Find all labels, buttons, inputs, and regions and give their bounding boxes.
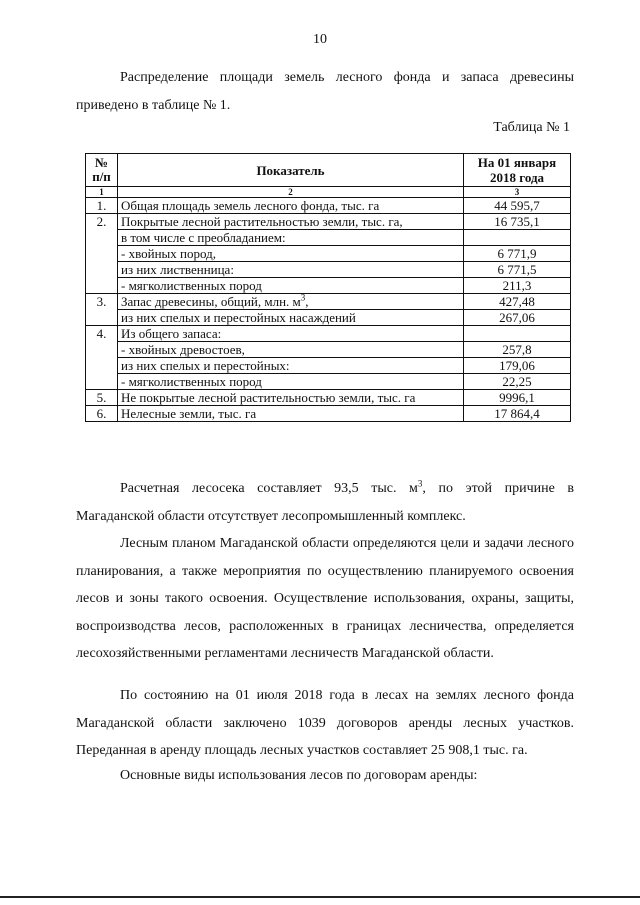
table-body — [86, 198, 571, 422]
kinds-text: Основные виды использования лесов по договорам аренды: — [120, 768, 478, 783]
row-label-text: Запас древесины, общий, млн. м — [121, 294, 301, 309]
row-label-text: в том числе с преобладанием: — [121, 230, 286, 245]
table-row — [86, 278, 571, 294]
row-value: 267,06 — [464, 310, 571, 326]
row-number — [86, 246, 118, 262]
felling-text-start: Расчетная лесосека составляет 93,5 тыс. м — [120, 481, 418, 496]
intro-text: Распределение площади земель лесного фонда и запаса древесины приведено в таблице № 1. — [76, 70, 574, 113]
table-row — [86, 230, 571, 246]
table-row — [86, 214, 571, 230]
row-value: 6 771,9 — [464, 246, 571, 262]
table-row — [86, 262, 571, 278]
row-label-tail: , — [305, 294, 309, 309]
row-label — [118, 358, 464, 374]
table-row — [86, 246, 571, 262]
row-label-sup: 3 — [300, 292, 306, 303]
contracts-paragraph — [76, 682, 574, 765]
row-label — [118, 406, 464, 422]
row-number — [86, 230, 118, 246]
row-value: 16 735,1 — [464, 214, 571, 230]
row-value: 427,48 — [464, 294, 571, 310]
row-number: 5. — [86, 390, 118, 406]
row-value: 179,06 — [464, 358, 571, 374]
row-label — [118, 326, 464, 342]
row-label-text: Общая площадь земель лесного фонда, тыс. га — [121, 198, 380, 213]
header-indicator: Показатель — [118, 154, 464, 187]
row-label — [118, 278, 464, 294]
row-value: 6 771,5 — [464, 262, 571, 278]
felling-text-sup: 3 — [417, 478, 423, 489]
row-number: 6. — [86, 406, 118, 422]
table-index-row — [86, 187, 571, 198]
row-label-text: - мягколиственных пород — [121, 278, 262, 293]
row-number — [86, 262, 118, 278]
table-row — [86, 406, 571, 422]
row-label — [118, 294, 464, 310]
row-label — [118, 262, 464, 278]
table-row — [86, 310, 571, 326]
row-value: 211,3 — [464, 278, 571, 294]
row-label — [118, 198, 464, 214]
felling-paragraph — [76, 475, 574, 530]
row-number — [86, 278, 118, 294]
row-label-text: Покрытые лесной растительностью земли, тыс. га, — [121, 214, 403, 229]
header-value: На 01 января 2018 года — [464, 154, 571, 187]
row-label-text: - хвойных древостоев, — [121, 342, 245, 357]
table-row — [86, 294, 571, 310]
bottom-divider — [0, 896, 640, 898]
row-label-text: из них лиственница: — [121, 262, 234, 277]
page-number: 10 — [313, 32, 327, 47]
index-cell: 3 — [464, 187, 571, 198]
intro-paragraph — [76, 64, 574, 119]
plan-paragraph — [76, 530, 574, 668]
row-label — [118, 214, 464, 230]
row-label — [118, 374, 464, 390]
row-label-text: Нелесные земли, тыс. га — [121, 406, 257, 421]
felling-text-end: , по этой причине в Магаданской области отсутствует лесопромышленный комплекс. — [76, 481, 574, 524]
table-row — [86, 390, 571, 406]
row-label — [118, 230, 464, 246]
row-label-text: из них спелых и перестойных: — [121, 358, 290, 373]
row-label — [118, 246, 464, 262]
row-value: 257,8 — [464, 342, 571, 358]
header-number: № п/п — [86, 154, 118, 187]
row-label-text: из них спелых и перестойных насаждений — [121, 310, 356, 325]
row-value: 9996,1 — [464, 390, 571, 406]
table-caption: Таблица № 1 — [493, 120, 570, 135]
row-number: 2. — [86, 214, 118, 230]
table-header-row — [86, 154, 571, 187]
row-label — [118, 390, 464, 406]
table-row — [86, 326, 571, 342]
kinds-paragraph — [76, 762, 574, 790]
row-label-text: - мягколиственных пород — [121, 374, 262, 389]
row-value: 44 595,7 — [464, 198, 571, 214]
table-row — [86, 198, 571, 214]
contracts-text: По состоянию на 01 июля 2018 года в лесах на землях лесного фонда Магаданской области заключено 1039 договоров аренды лесных участков. Переданная в аренду площадь лесных участков составляет 25 908,1 тыс. га. — [76, 688, 574, 758]
row-number — [86, 342, 118, 358]
row-label-text: Из общего запаса: — [121, 326, 222, 341]
row-number — [86, 374, 118, 390]
row-value: 22,25 — [464, 374, 571, 390]
row-label-text: Не покрытые лесной растительностью земли, тыс. га — [121, 390, 416, 405]
row-number: 3. — [86, 294, 118, 310]
row-number: 1. — [86, 198, 118, 214]
row-value — [464, 326, 571, 342]
table-row — [86, 342, 571, 358]
forest-fund-table — [85, 153, 571, 422]
row-label — [118, 310, 464, 326]
row-number: 4. — [86, 326, 118, 342]
row-label — [118, 342, 464, 358]
table-row — [86, 358, 571, 374]
index-cell: 2 — [118, 187, 464, 198]
plan-text: Лесным планом Магаданской области определяются цели и задачи лесного планирования, а также мероприятия по осуществлению планируемого освоения лесов и зоны такого освоения. Осуществление использования, охраны, защиты, воспроизводства лесов, расположенных в границах лесничества, определяется лесохозяйственными регламентами лесничеств Магаданской области. — [76, 536, 574, 661]
row-value — [464, 230, 571, 246]
index-cell: 1 — [86, 187, 118, 198]
table-row — [86, 374, 571, 390]
row-value: 17 864,4 — [464, 406, 571, 422]
row-number — [86, 310, 118, 326]
row-number — [86, 358, 118, 374]
row-label-text: - хвойных пород, — [121, 246, 216, 261]
